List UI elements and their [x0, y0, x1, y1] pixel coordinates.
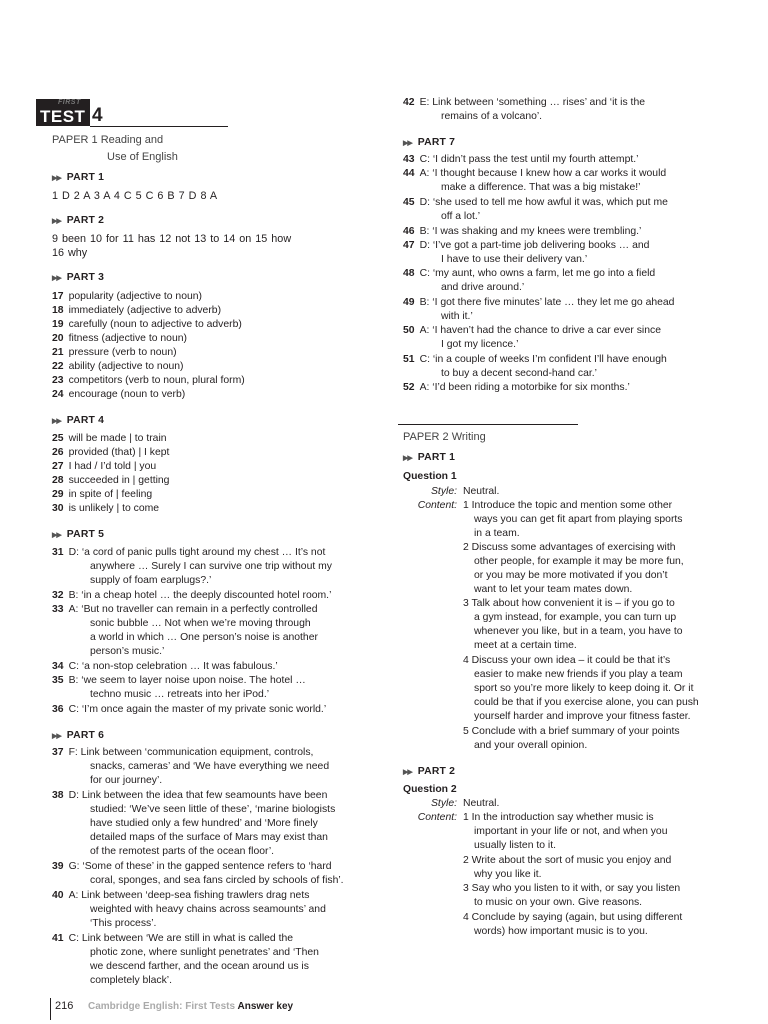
answer-item [52, 488, 152, 502]
question-field [403, 499, 672, 513]
answer-number: 37 [52, 747, 64, 758]
part-heading-text: PART 2 [66, 215, 105, 226]
answer-number: 31 [52, 547, 64, 558]
question-heading: Question 2 [403, 784, 457, 795]
answer-continuation: a world in which … One person’s noise is another [90, 632, 318, 643]
content-continuation: want to let your team mates down. [474, 584, 633, 595]
paper-heading-text: Use of English [107, 151, 178, 163]
answer-number: 39 [52, 861, 64, 872]
answer-item [52, 304, 221, 318]
content-continuation: yourself harder and improve your fitness faster. [474, 711, 691, 722]
answer-item [52, 346, 177, 360]
field-label: Content: [417, 812, 457, 823]
question-heading: Question 1 [403, 471, 457, 482]
answer-text: A: ‘I’d been riding a motorbike for six months.’ [419, 382, 630, 393]
answer-number: 36 [52, 704, 64, 715]
answer-item [403, 353, 667, 367]
field-value: 1 In the introduction say whether music is [463, 812, 654, 823]
answer-text: A: ‘But no traveller can remain in a perfectly controlled [68, 604, 318, 615]
answer-number: 22 [52, 361, 64, 372]
double-arrow-icon: ▶▶ [52, 275, 61, 282]
part-heading [52, 729, 104, 744]
answer-continuation: supply of foam earplugs?.’ [90, 575, 212, 586]
content-point: 5 Conclude with a brief summary of your points [463, 726, 680, 737]
answer-text: C: ‘in a couple of weeks I’m confident I’ll have enough [419, 354, 667, 365]
answer-number: 18 [52, 305, 64, 316]
answer-number: 43 [403, 154, 415, 165]
answer-continuation: weighted with heavy chains across seamounts’ and [90, 904, 326, 915]
field-label: Style: [431, 798, 457, 809]
answer-item [52, 860, 332, 874]
answer-number: 21 [52, 347, 64, 358]
answer-text: popularity (adjective to noun) [68, 291, 202, 302]
part-heading [403, 451, 455, 466]
answer-number: 35 [52, 675, 64, 686]
answer-item [52, 446, 169, 460]
test-label: TEST [40, 107, 86, 126]
test-number: 4 [92, 105, 103, 126]
answer-text: A: ‘I thought because I knew how a car works it would [419, 168, 667, 179]
answer-number: 23 [52, 375, 64, 386]
part-heading-text: PART 4 [66, 415, 105, 426]
part-heading [52, 528, 104, 543]
answer-text: in spite of | feeling [68, 489, 153, 500]
content-continuation: usually listen to it. [474, 840, 557, 851]
answer-text: D: Link between the idea that few seamounts have been [68, 790, 328, 801]
answer-item [403, 167, 666, 181]
part-heading-text: PART 1 [417, 452, 456, 463]
answer-item [52, 460, 156, 474]
answer-text: succeeded in | getting [68, 475, 170, 486]
answer-text: ability (adjective to noun) [68, 361, 184, 372]
answer-text: F: Link between ‘communication equipment, controls, [68, 747, 314, 758]
answer-item [52, 703, 326, 717]
question-field [403, 811, 654, 825]
content-continuation: sport so you’re more likely to keep doing it. Or it [474, 683, 694, 694]
part-heading-text: PART 6 [66, 730, 105, 741]
answer-number: 49 [403, 297, 415, 308]
field-value: Neutral. [463, 486, 500, 497]
part-heading [403, 136, 455, 151]
answer-item [52, 474, 169, 488]
answer-item [403, 239, 649, 253]
question-field [403, 485, 499, 499]
answer-row: 9 been 10 for 11 has 12 not 13 to 14 on 15 how [52, 233, 292, 245]
answer-continuation: off a lot.’ [441, 211, 481, 222]
content-continuation: meet at a certain time. [474, 640, 577, 651]
answer-item [52, 332, 187, 346]
part-heading [52, 271, 104, 286]
answer-item [52, 660, 278, 674]
answer-item [52, 374, 245, 388]
answer-text: D: ‘she used to tell me how awful it was, which put me [419, 197, 668, 208]
answer-number: 30 [52, 503, 64, 514]
paper-heading [52, 133, 163, 147]
answer-number: 25 [52, 433, 64, 444]
content-point: 3 Say who you listen to it with, or say you listen [463, 883, 681, 894]
answer-continuation: I got my licence.’ [441, 339, 519, 350]
field-value: Neutral. [463, 798, 500, 809]
answer-item [52, 932, 293, 946]
answer-number: 32 [52, 590, 64, 601]
title-rule [90, 126, 228, 127]
page-number: 216 [55, 1000, 74, 1012]
answer-continuation: completely black’. [90, 975, 173, 986]
content-continuation: other people, for example it may be more fun, [474, 556, 684, 567]
answer-continuation: coral, sponges, and sea fans circled by schools of fish’. [90, 875, 344, 886]
answer-number: 38 [52, 790, 64, 801]
answer-text: C: ‘my aunt, who owns a farm, let me go into a field [419, 268, 656, 279]
answer-number: 51 [403, 354, 415, 365]
answer-number: 40 [52, 890, 64, 901]
answer-item [52, 674, 306, 688]
content-continuation: easier to make new friends if you play a team [474, 669, 683, 680]
double-arrow-icon: ▶▶ [403, 455, 412, 462]
answer-item [403, 267, 655, 281]
content-point: 4 Discuss your own idea – it could be that it’s [463, 655, 671, 666]
answer-continuation: of the remotest parts of the ocean floor’. [90, 846, 275, 857]
answer-number: 45 [403, 197, 415, 208]
answer-continuation: photic zone, where sunlight penetrates’ and ‘Then [90, 947, 319, 958]
answer-number: 52 [403, 382, 415, 393]
answer-continuation: remains of a volcano’. [441, 111, 543, 122]
footer-book: Cambridge English: First Tests [88, 1001, 236, 1012]
content-point: 2 Write about the sort of music you enjoy and [463, 855, 672, 866]
answer-item [403, 153, 638, 167]
answer-number: 28 [52, 475, 64, 486]
answer-number: 26 [52, 447, 64, 458]
answer-number: 42 [403, 97, 415, 108]
answer-item [52, 789, 327, 803]
part-heading-text: PART 2 [417, 766, 456, 777]
answer-item [403, 196, 668, 210]
answer-continuation: have studied only a few hundred’ and ‘More finely [90, 818, 318, 829]
answer-number: 27 [52, 461, 64, 472]
content-continuation: why you like it. [474, 869, 542, 880]
answer-continuation: I have to use their delivery van.’ [441, 254, 588, 265]
footer-bar [50, 998, 51, 1020]
double-arrow-icon: ▶▶ [52, 218, 61, 225]
answer-text: competitors (verb to noun, plural form) [68, 375, 245, 386]
answer-text: G: ‘Some of these’ in the gapped sentence refers to ‘hard [68, 861, 332, 872]
answer-item [52, 889, 309, 903]
answer-text: E: Link between ‘something … rises’ and ‘it is the [419, 97, 645, 108]
footer-answer-key: Answer key [237, 1001, 294, 1012]
answer-item [403, 324, 661, 338]
double-arrow-icon: ▶▶ [52, 175, 61, 182]
field-label: Content: [417, 500, 457, 511]
answer-continuation: sonic bubble … Not when we’re moving through [90, 618, 311, 629]
answer-number: 46 [403, 226, 415, 237]
answer-text: I had / I’d told | you [68, 461, 157, 472]
answer-number: 48 [403, 268, 415, 279]
answer-number: 20 [52, 333, 64, 344]
answer-text: B: ‘in a cheap hotel … the deeply discounted hotel room.’ [68, 590, 332, 601]
question-field [403, 797, 499, 811]
answer-item [403, 225, 641, 239]
answer-number: 41 [52, 933, 64, 944]
answer-item [52, 432, 167, 446]
content-point: 4 Conclude by saying (again, but using different [463, 912, 683, 923]
answer-text: C: Link between ‘We are still in what is called the [68, 933, 294, 944]
answer-item [52, 746, 313, 760]
paper-heading-text: PAPER 1 Reading and [52, 134, 164, 146]
part-heading [403, 765, 455, 780]
answer-item [52, 546, 325, 560]
part-heading [52, 414, 104, 429]
content-continuation: in a team. [474, 528, 520, 539]
answer-continuation: we descend farther, and the ocean around us is [90, 961, 309, 972]
answer-continuation: ‘This process’. [90, 918, 157, 929]
answer-number: 44 [403, 168, 415, 179]
answer-number: 34 [52, 661, 64, 672]
answer-item [52, 318, 242, 332]
answer-item [52, 388, 185, 402]
answer-text: carefully (noun to adjective to adverb) [68, 319, 242, 330]
answer-text: encourage (noun to verb) [68, 389, 186, 400]
content-continuation: and your overall opinion. [474, 740, 588, 751]
answer-item [52, 290, 202, 304]
answer-item [403, 381, 630, 395]
answer-text: B: ‘I got there five minutes’ late … they let me go ahead [419, 297, 675, 308]
answer-row: 16 why [52, 247, 88, 259]
paper2-rule [398, 424, 578, 425]
answer-text: C: ‘I’m once again the master of my private sonic world.’ [68, 704, 327, 715]
answer-continuation: to buy a decent second-hand car.’ [441, 368, 597, 379]
footer-book-title [88, 1001, 293, 1012]
paper-heading-text: PAPER 2 Writing [403, 431, 486, 443]
answer-number: 29 [52, 489, 64, 500]
field-value: 1 Introduce the topic and mention some other [463, 500, 673, 511]
answer-continuation: and drive around.’ [441, 282, 525, 293]
answer-number: 17 [52, 291, 64, 302]
answer-item [403, 96, 645, 110]
answer-item [52, 502, 159, 516]
answer-row: 1 D 2 A 3 A 4 C 5 C 6 B 7 D 8 A [52, 190, 218, 202]
part-heading-text: PART 3 [66, 272, 105, 283]
answer-item [52, 360, 184, 374]
answer-continuation: person’s music.’ [90, 646, 165, 657]
part-heading-text: PART 1 [66, 172, 105, 183]
part-heading-text: PART 5 [66, 529, 105, 540]
paper-heading [107, 150, 178, 164]
answer-continuation: techno music … retreats into her iPod.’ [90, 689, 270, 700]
answer-number: 33 [52, 604, 64, 615]
answer-continuation: studied: ‘We’ve seen little of these’, ‘marine biologists [90, 804, 336, 815]
answer-continuation: for our journey’. [90, 775, 163, 786]
answer-number: 24 [52, 389, 64, 400]
answer-continuation: make a difference. That was a big mistake!’ [441, 182, 641, 193]
answer-text: pressure (verb to noun) [68, 347, 177, 358]
content-continuation: important in your life or not, and when you [474, 826, 668, 837]
answer-text: A: Link between ‘deep-sea fishing trawlers drag nets [68, 890, 310, 901]
double-arrow-icon: ▶▶ [403, 769, 412, 776]
answer-text: will be made | to train [68, 433, 167, 444]
content-continuation: could be that if you exercise alone, you can push [474, 697, 699, 708]
answer-text: C: ‘I didn’t pass the test until my fourth attempt.’ [419, 154, 639, 165]
field-label: Style: [431, 486, 457, 497]
content-continuation: ways you can get fit apart from playing sports [474, 514, 683, 525]
content-continuation: whenever you like, but in a team, you have to [474, 626, 683, 637]
answer-text: fitness (adjective to noun) [68, 333, 187, 344]
part-heading-text: PART 7 [417, 137, 456, 148]
answer-continuation: anywhere … Surely I can survive one trip without my [90, 561, 332, 572]
content-point: 2 Discuss some advantages of exercising with [463, 542, 676, 553]
paper-heading [403, 430, 486, 444]
answer-text: is unlikely | to come [68, 503, 160, 514]
double-arrow-icon: ▶▶ [52, 532, 61, 539]
answer-continuation: snacks, cameras’ and ‘We have everything we need [90, 761, 330, 772]
answer-text: B: ‘I was shaking and my knees were trembling.’ [419, 226, 642, 237]
content-continuation: words) how important music is to you. [474, 926, 648, 937]
answer-item [403, 296, 674, 310]
answer-text: C: ‘a non-stop celebration … It was fabulous.’ [68, 661, 278, 672]
test-label-first: FIRST [58, 99, 81, 106]
answer-text: A: ‘I haven’t had the chance to drive a car ever since [419, 325, 661, 336]
answer-item [52, 589, 331, 603]
content-continuation: to music on your own. Give reasons. [474, 897, 643, 908]
content-continuation: a gym instead, for example, you can turn up [474, 612, 677, 623]
answer-text: D: ‘I’ve got a part-time job delivering books … and [419, 240, 650, 251]
answer-continuation: with it.’ [441, 311, 473, 322]
answer-text: immediately (adjective to adverb) [68, 305, 222, 316]
content-continuation: or you may be more motivated if you don’t [474, 570, 668, 581]
answer-continuation: detailed maps of the surface of Mars may exist than [90, 832, 328, 843]
answer-text: provided (that) | I kept [68, 447, 170, 458]
content-point: 3 Talk about how convenient it is – if you go to [463, 598, 675, 609]
answer-number: 47 [403, 240, 415, 251]
answer-text: B: ‘we seem to layer noise upon noise. The hotel … [68, 675, 306, 686]
part-heading [52, 171, 104, 186]
double-arrow-icon: ▶▶ [403, 140, 412, 147]
double-arrow-icon: ▶▶ [52, 418, 61, 425]
answer-text: D: ‘a cord of panic pulls tight around my chest … It’s not [68, 547, 326, 558]
answer-item [52, 603, 317, 617]
answer-number: 19 [52, 319, 64, 330]
answer-number: 50 [403, 325, 415, 336]
double-arrow-icon: ▶▶ [52, 733, 61, 740]
part-heading [52, 214, 104, 229]
